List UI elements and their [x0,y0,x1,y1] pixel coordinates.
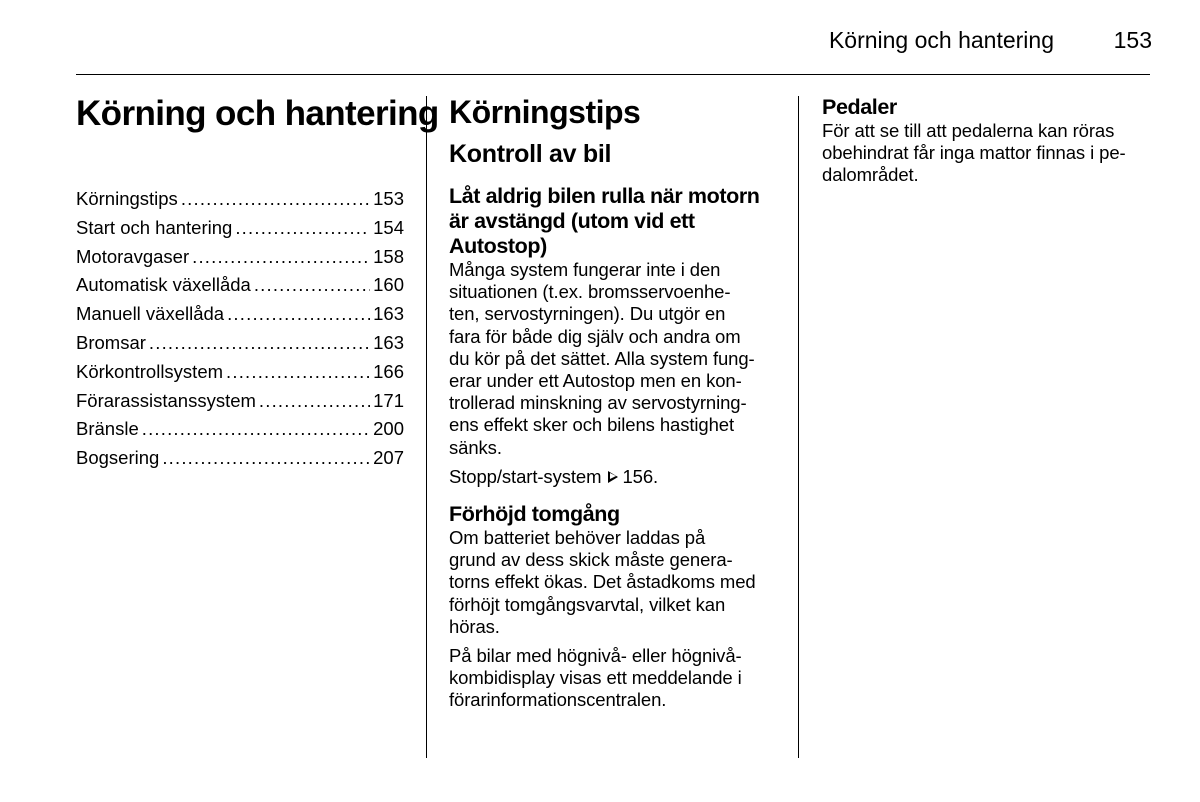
chapter-title: Körning och hantering [76,94,439,133]
toc-entry-page: 160 [373,274,404,296]
toc-entry-label: Motoravgaser [76,245,190,267]
toc-entry[interactable] [76,358,404,387]
page-number: 153 [1113,27,1152,53]
toc-entry-page: 200 [373,418,404,440]
toc-leader-dots [181,185,370,214]
cross-reference[interactable] [449,466,779,488]
toc-leader-dots [162,444,370,473]
column-divider-left [426,96,427,758]
running-title: Körning och hantering [828,27,1054,53]
toc-entry-label: Bränsle [76,418,139,440]
toc-leader-dots [142,415,370,444]
toc-entry[interactable] [76,271,404,300]
section-title: Körningstips [449,94,641,130]
reference-arrow-icon [608,471,618,483]
toc-leader-dots [259,387,370,416]
topic-heading-no-rolling: Låt aldrig bilen rulla när motorn är avstängd (utom vid ett Autostop) [449,184,760,258]
pedals-paragraph: För att se till att pedalerna kan röras obehindrat får inga mattor finnas i pe- dalområdet. [822,120,1126,186]
toc-entry-label: Förarassistanssystem [76,389,256,411]
chapter-column [76,92,439,473]
paragraph-no-rolling: Många system fungerar inte i den situationen (t.ex. bromsservoenhe- ten, servostyrningen). Du utgör en fara för både dig själv och andra om du kör på det sättet. Alla system fung- erar under ett Autostop men en kon- trollerad minskning av servostyrning- ens effekt sker och bilens hastighet sänks. [449,259,755,458]
toc-entry-page: 171 [373,389,404,411]
toc-entry[interactable] [76,387,404,416]
toc-leader-dots [226,358,370,387]
pedals-column [822,95,1152,187]
toc-entry-label: Automatisk växellåda [76,274,251,296]
driving-tips-column [449,92,779,712]
toc-entry[interactable] [76,214,404,243]
toc-entry[interactable] [76,185,404,214]
toc-entry-page: 166 [373,360,404,382]
table-of-contents [76,185,404,473]
toc-entry-page: 163 [373,331,404,353]
column-divider-right [798,96,799,758]
toc-leader-dots [235,214,370,243]
toc-entry-label: Bromsar [76,331,146,353]
toc-entry-label: Manuell växellåda [76,303,225,325]
toc-leader-dots [227,300,370,329]
toc-entry[interactable] [76,243,404,272]
toc-entry[interactable] [76,329,404,358]
toc-entry-label: Start och hantering [76,216,233,238]
pedals-heading: Pedaler [822,95,897,119]
toc-leader-dots [192,243,370,272]
cross-reference-label: Stopp/start-system [449,465,602,487]
paragraph-raised-idle-2: På bilar med högnivå- eller högnivå- kombidisplay visas ett meddelande i förarinformationscentralen. [449,645,742,711]
toc-entry[interactable] [76,444,404,473]
toc-entry-page: 207 [373,447,404,469]
toc-entry[interactable] [76,300,404,329]
topic-heading-raised-idle: Förhöjd tomgång [449,502,620,527]
toc-entry-label: Körkontrollsystem [76,360,224,382]
toc-entry-page: 158 [373,245,404,267]
toc-entry-label: Körningstips [76,188,178,209]
cross-reference-page: 156. [622,465,659,487]
toc-entry-label: Bogsering [76,447,160,469]
header-rule [76,74,1150,75]
toc-leader-dots [254,271,370,300]
toc-entry-page: 163 [373,303,404,325]
toc-entry[interactable] [76,415,404,444]
section-subtitle: Kontroll av bil [449,140,612,168]
toc-entry-page: 154 [373,216,404,238]
paragraph-raised-idle-1: Om batteriet behöver laddas på grund av dess skick måste genera- torns effekt ökas. Det åstadkoms med förhöjt tomgångsvarvtal, vilket kan höras. [449,527,756,637]
toc-entry-page: 153 [373,188,404,209]
toc-leader-dots [149,329,370,358]
